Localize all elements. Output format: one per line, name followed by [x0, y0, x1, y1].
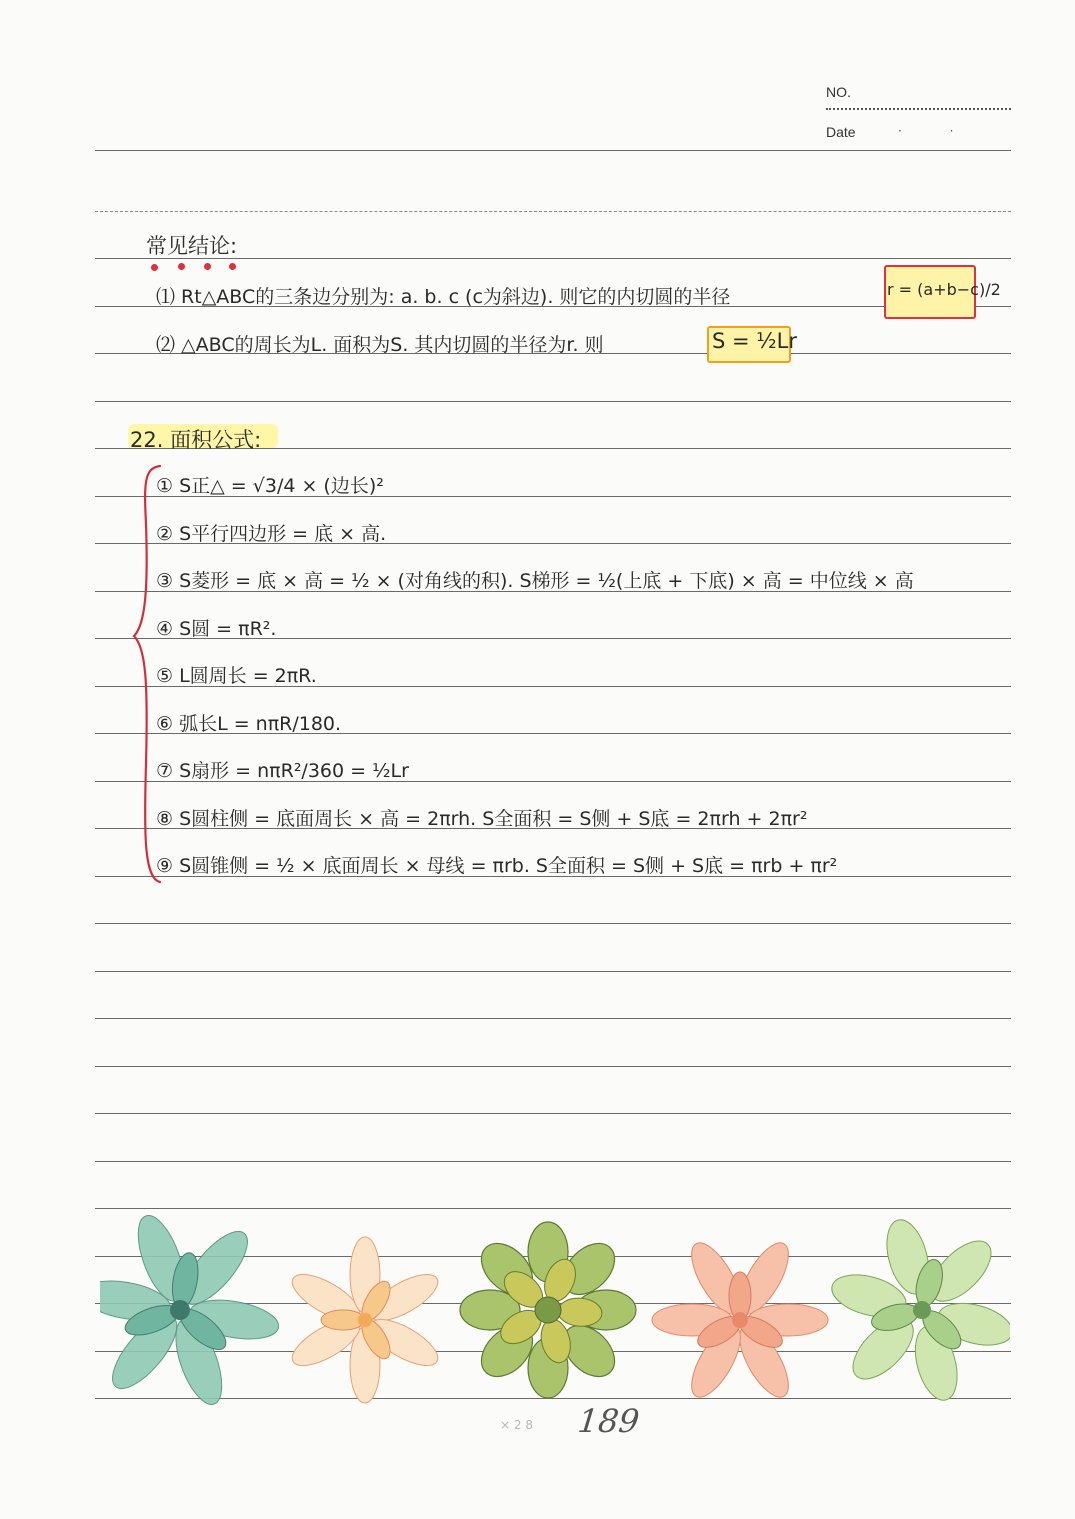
- ruled-line: [95, 1113, 1011, 1114]
- red-dot: [229, 263, 236, 270]
- succulent-coral-icon: [652, 1236, 828, 1404]
- ruled-line: [95, 1208, 1011, 1209]
- ruled-line: [95, 923, 1011, 924]
- page-number: 189: [576, 1402, 642, 1440]
- formula-item-1: ① S正△ = √3/4 × (边长)²: [156, 475, 384, 497]
- formula-item-2: ② S平行四边形 = 底 × 高.: [156, 523, 387, 545]
- conclusion-item-2: ⑵ △ABC的周长为L. 面积为S. 其内切圆的半径为r. 则: [156, 334, 604, 356]
- no-dotted-line: [826, 108, 1011, 110]
- succulent-illustrations: [100, 1215, 1010, 1405]
- section1-title: 常见结论:: [146, 234, 238, 258]
- conclusion-item-1: ⑴ Rt△ABC的三条边分别为: a. b. c (c为斜边). 则它的内切圆的半径: [156, 286, 731, 308]
- red-dot: [178, 263, 185, 270]
- ruled-line: [95, 1066, 1011, 1067]
- faint-mark: × 2 8: [500, 1418, 533, 1432]
- formula-item-6: ⑥ 弧长L = nπR/180.: [156, 713, 342, 735]
- ruled-line: [95, 971, 1011, 972]
- ruled-line: [95, 1161, 1011, 1162]
- red-dot: [151, 264, 158, 271]
- formula-item-4: ④ S圆 = πR².: [156, 618, 277, 640]
- inradius-formula: r = (a+b−c)/2: [887, 280, 1001, 299]
- formula-item-7: ⑦ S扇形 = nπR²/360 = ½Lr: [156, 760, 409, 782]
- formula-item-5: ⑤ L圆周长 = 2πR.: [156, 665, 317, 687]
- red-dot: [204, 263, 211, 270]
- formula-item-3: ③ S菱形 = 底 × 高 = ½ × (对角线的积). S梯形 = ½(上底 + 下底) × 高 = 中位线 × 高: [156, 570, 914, 592]
- date-marks: · ·: [898, 124, 976, 138]
- no-label: NO.: [826, 84, 851, 100]
- succulent-green-yellow-icon: [460, 1222, 636, 1398]
- ruled-line: [95, 1018, 1011, 1019]
- formula-item-9: ⑨ S圆锥侧 = ½ × 底面周长 × 母线 = πrb. S全面积 = S侧 + S底 = πrb + πr²: [156, 855, 838, 877]
- succulent-teal-icon: [100, 1215, 282, 1405]
- ruled-line: [95, 150, 1011, 151]
- area-inradius-formula: S = ½Lr: [712, 329, 797, 353]
- ruled-line: [95, 211, 1011, 212]
- succulent-light-green-icon: [827, 1215, 1010, 1404]
- ruled-line: [95, 401, 1011, 402]
- succulent-peach-icon: [286, 1237, 445, 1403]
- section2-title: 22. 面积公式:: [130, 428, 262, 452]
- date-label: Date: [826, 124, 856, 140]
- formula-item-8: ⑧ S圆柱侧 = 底面周长 × 高 = 2πrh. S全面积 = S侧 + S底 = 2πrh + 2πr²: [156, 808, 808, 830]
